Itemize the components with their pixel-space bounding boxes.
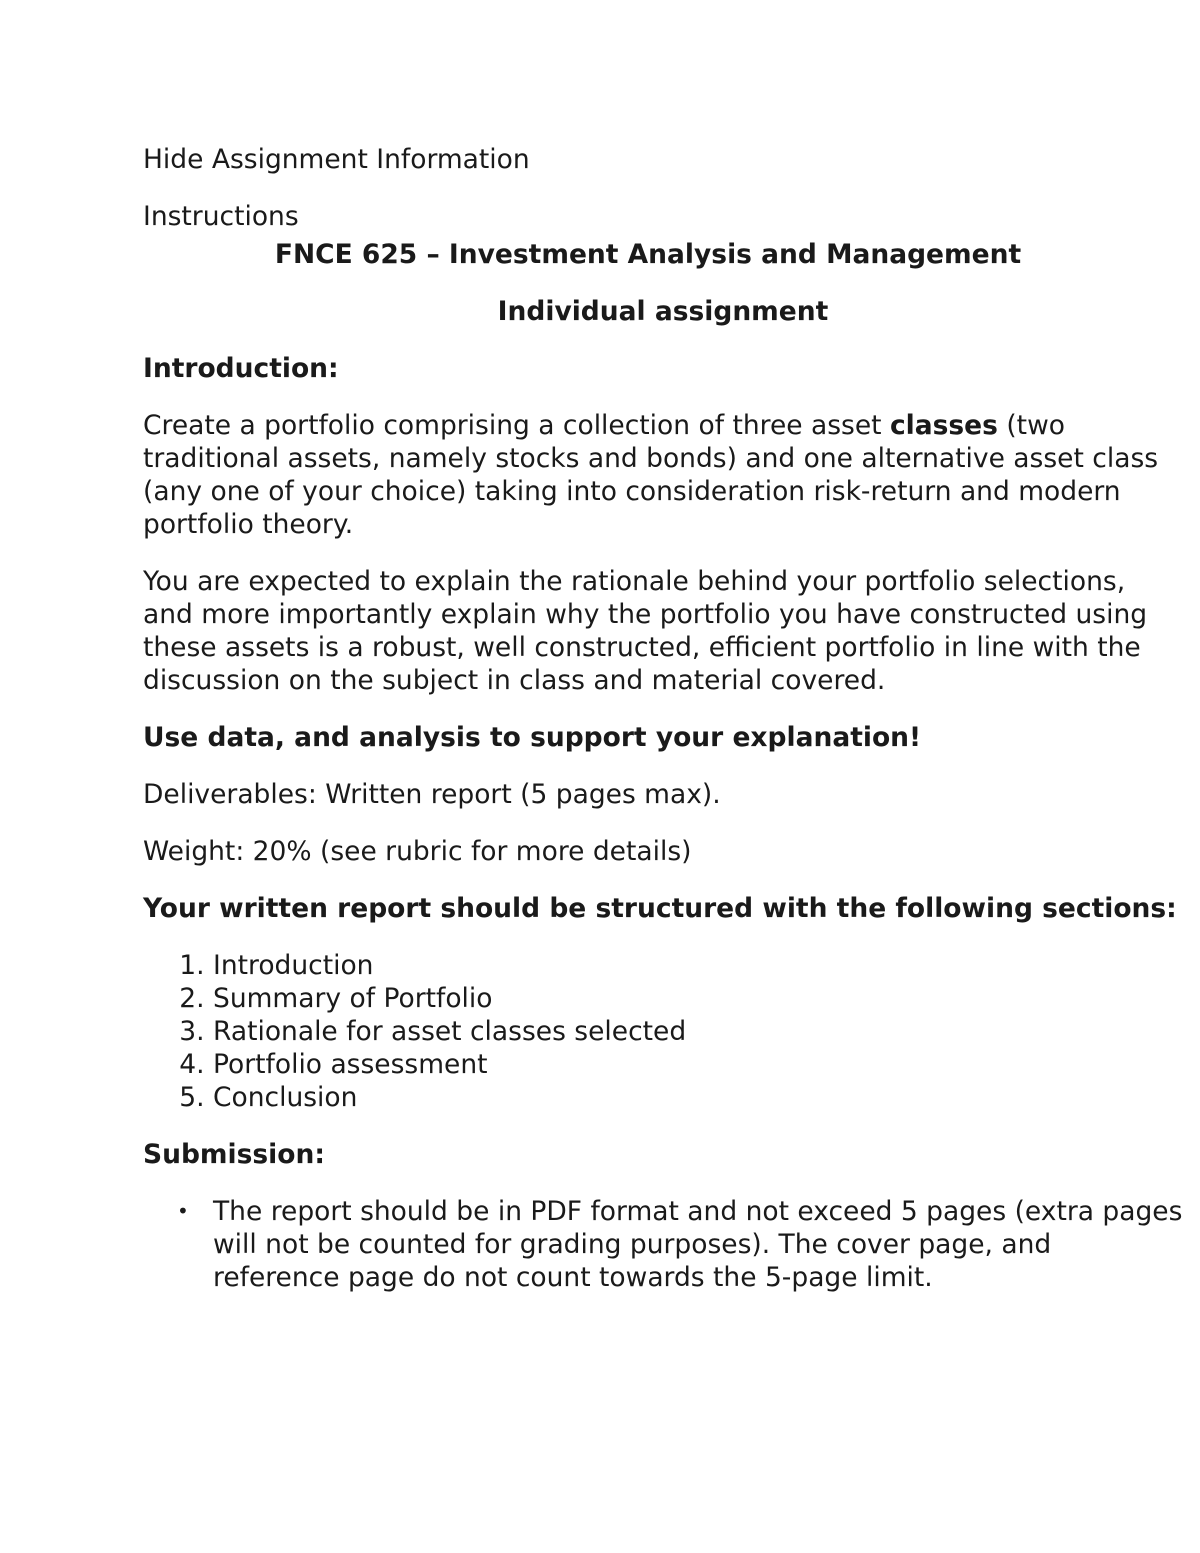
list-item <box>177 1195 1183 1294</box>
intro-text-bold: classes <box>889 410 998 441</box>
list-item: 4. Portfolio assessment <box>213 1048 1183 1081</box>
submission-text: The report should be in PDF format and not exceed 5 pages (extra pages will not be counted for grading purposes). The cover page, and reference page do not count towards the 5-page limit. <box>213 1196 1183 1293</box>
instructions-label: Instructions <box>143 201 299 232</box>
course-title: FNCE 625 – Investment Analysis and Management <box>274 239 1022 270</box>
introduction-heading: Introduction: <box>143 353 339 384</box>
weight-line: Weight: 20% (see rubric for more details) <box>143 836 692 867</box>
submission-heading: Submission: <box>143 1139 325 1170</box>
hide-assignment-info-link[interactable]: Hide Assignment Information <box>143 144 530 175</box>
intro-text-end: (two traditional assets, namely stocks and bonds) and one alternative asset class (any one of your choice) taking into consideration risk-return and modern portfolio theory. <box>143 410 1159 540</box>
introduction-paragraph-2: You are expected to explain the rationale behind your portfolio selections, and more importantly explain why the portfolio you have constructed using these assets is a robust, well constructed, efficient portfolio in line with the discussion on the subject in class and material covered. <box>143 566 1148 696</box>
bullet-icon: • <box>177 1199 189 1223</box>
deliverables-line: Deliverables: Written report (5 pages max). <box>143 779 721 810</box>
assignment-page <box>143 143 1183 1294</box>
list-item: 1. Introduction <box>213 949 1183 982</box>
emphasis-line: Use data, and analysis to support your explanation! <box>143 722 922 753</box>
introduction-paragraph-1 <box>143 409 1183 541</box>
intro-text-start: Create a portfolio comprising a collection of three asset <box>143 410 890 441</box>
assignment-title: Individual assignment <box>497 296 829 327</box>
list-item: 3. Rationale for asset classes selected <box>213 1015 1183 1048</box>
structure-heading: Your written report should be structured with the following sections: <box>143 893 1177 924</box>
sections-list <box>143 949 1183 1114</box>
list-item: 5. Conclusion <box>213 1081 1183 1114</box>
list-item: 2. Summary of Portfolio <box>213 982 1183 1015</box>
submission-list <box>143 1195 1183 1294</box>
